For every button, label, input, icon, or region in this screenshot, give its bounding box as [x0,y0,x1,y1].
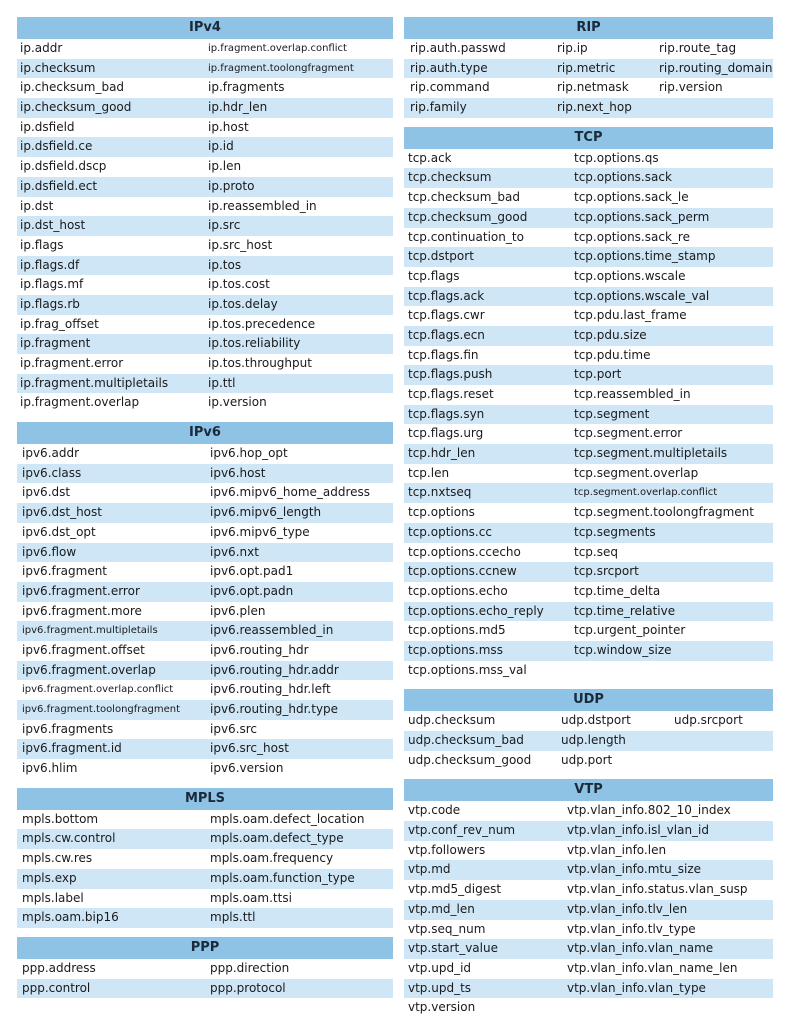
table-title: PPP [17,937,393,959]
field-name: vtp.upd_id [408,960,472,975]
field-name: ip.fragment.toolongfragment [208,62,354,74]
field-name: tcp.continuation_to [408,229,524,244]
table-row [404,621,773,641]
field-name: tcp.options.echo [408,583,508,598]
field-name: vtp.vlan_info.mtu_size [567,862,702,877]
table-row [404,483,773,503]
field-name: vtp.md_len [408,901,475,916]
field-name: tcp.port [574,367,622,382]
table-row [404,208,773,228]
table-row [17,256,393,276]
field-name: tcp.reassembled_in [574,387,691,401]
field-name: tcp.segment.overlap [574,465,699,480]
field-name: ipv6.mipv6_home_address [210,485,371,500]
field-name: rip.auth.passwd [410,41,506,55]
field-name: ppp.control [22,980,91,995]
table-row [404,346,773,366]
field-name: ipv6.plen [210,603,266,618]
field-name: rip.next_hop [557,100,632,115]
field-name: ipv6.fragment.more [22,603,142,618]
table-row [17,444,393,464]
table-row [17,464,393,484]
field-name: tcp.dstport [408,249,474,264]
table-row [404,444,773,464]
table-row [404,247,773,267]
field-name: tcp.flags.push [408,367,493,382]
field-name: ip.flags [20,237,64,252]
table-row [404,920,773,940]
field-name: tcp.flags.ecn [408,327,485,342]
field-name: tcp.options.wscale [574,268,686,283]
table-row [404,821,773,841]
table-row [404,661,773,681]
field-name: mpls.oam.ttsi [210,890,292,905]
table-row [17,700,393,720]
table-row [17,979,393,999]
field-name: ipv6.dst_host [22,505,102,520]
field-name: tcp.flags [408,268,460,283]
table-row [17,216,393,236]
table-row [404,424,773,444]
field-name: ipv6.reassembled_in [210,623,334,638]
table-row [17,334,393,354]
field-name: ipv6.dst_opt [22,524,96,539]
field-name: tcp.segment [574,406,650,421]
field-name: tcp.options.mss_val [408,662,527,677]
table-row [17,543,393,563]
field-name: tcp.nxtseq [408,485,472,500]
field-name: ipv6.class [22,465,82,480]
field-name: tcp.options.cc [408,524,492,539]
field-name: tcp.options.sack_perm [574,209,710,224]
field-name: ip.reassembled_in [208,198,317,213]
left-column [17,17,393,1007]
field-name: tcp.segment.multipletails [574,446,728,461]
field-name: udp.dstport [561,713,631,728]
table-row [404,562,773,582]
table-row [404,880,773,900]
field-name: rip.routing_domain [659,60,773,75]
field-name: vtp.version [408,1000,476,1015]
field-name: tcp.options.md5 [408,623,506,638]
field-name: tcp.options.ccnew [408,564,517,579]
field-name: tcp.options [408,505,475,520]
field-name: ipv6.routing_hdr.addr [210,662,339,677]
table-row [17,849,393,869]
field-name: mpls.oam.defect_type [210,831,344,846]
field-name: ipv6.fragment.overlap.conflict [22,684,174,696]
field-name: ip.dsfield [20,119,75,134]
table-row [404,731,773,751]
field-name: ip.addr [20,41,63,55]
field-name: udp.checksum_bad [408,733,524,747]
field-name: rip.version [659,80,723,95]
field-name: tcp.flags.syn [408,406,485,421]
table-row [17,810,393,830]
field-name: mpls.exp [22,870,77,885]
table-mpls [17,788,393,928]
table-row [404,801,773,821]
field-name: tcp.flags.urg [408,426,484,441]
table-row [404,503,773,523]
table-row [404,959,773,979]
field-name: tcp.pdu.last_frame [574,308,687,323]
table-row [404,188,773,208]
field-name: tcp.pdu.time [574,347,651,362]
field-name: rip.metric [557,60,616,75]
field-name: udp.checksum_good [408,752,532,767]
field-name: tcp.time_delta [574,583,661,598]
table-vtp [404,779,773,1018]
field-name: ip.flags.mf [20,277,84,292]
field-name: vtp.md [408,862,451,877]
field-name: ip.host [208,119,249,134]
field-name: ip.id [208,139,234,154]
table-row [404,841,773,861]
field-name: ip.fragment.overlap.conflict [208,43,347,54]
table-row [17,177,393,197]
table-row [404,228,773,248]
field-name: tcp.options.sack_re [574,229,690,244]
field-name: ipv6.nxt [210,544,259,559]
field-name: ip.ttl [208,375,236,390]
field-name: vtp.followers [408,842,486,857]
field-name: ipv6.mipv6_type [210,524,310,539]
field-name: ipv6.flow [22,544,77,559]
field-name: mpls.bottom [22,811,99,826]
field-name: ip.frag_offset [20,316,99,331]
table-row [404,267,773,287]
field-name: vtp.conf_rev_num [408,823,516,838]
field-name: tcp.flags.reset [408,387,494,401]
table-row [404,168,773,188]
field-name: udp.srcport [674,713,743,728]
field-name: tcp.options.qs [574,150,659,165]
field-name: tcp.segment.overlap.conflict [574,487,718,499]
field-name: ip.dsfield.ce [20,139,93,154]
field-name: vtp.vlan_info.vlan_name_len [567,960,738,975]
table-rip [404,17,773,118]
field-name: ip.dsfield.ect [20,178,98,193]
field-name: mpls.ttl [210,910,256,925]
table-row [404,998,773,1018]
field-name: tcp.options.wscale_val [574,288,710,303]
table-row [404,523,773,543]
field-name: ip.tos [208,257,242,272]
field-name: ip.fragments [208,80,285,95]
table-ipv4 [17,17,393,413]
table-row [404,582,773,602]
table-row [404,979,773,999]
field-name: ipv6.routing_hdr [210,642,309,657]
field-name: ipv6.fragment [22,564,108,579]
field-name: ipv6.opt.padn [210,583,294,598]
table-row [404,287,773,307]
field-name: vtp.vlan_info.tlv_type [567,921,696,936]
field-name: ipv6.hop_opt [210,446,288,461]
table-row [17,354,393,374]
table-title: IPv4 [17,17,393,39]
field-name: mpls.cw.res [22,851,93,866]
table-tcp [404,127,773,681]
field-name: rip.family [410,100,467,115]
table-title: MPLS [17,788,393,810]
field-name: tcp.options.mss [408,642,503,657]
table-row [404,860,773,880]
field-name: ip.fragment.multipletails [20,375,169,390]
table-udp [404,689,773,770]
table-row [17,236,393,256]
field-name: ipv6.fragments [22,721,114,736]
field-name: tcp.segment.error [574,426,683,441]
field-name: tcp.flags.cwr [408,308,485,323]
field-name: ipv6.version [210,761,284,776]
field-name: tcp.options.sack [574,170,672,185]
table-row [404,326,773,346]
field-name: ip.fragment.overlap [20,395,140,410]
table-row [404,306,773,326]
table-row [404,385,773,405]
table-row [17,275,393,295]
field-name: ipv6.dst [22,485,71,500]
field-name: udp.port [561,752,613,767]
table-title: UDP [404,689,773,711]
field-name: rip.auth.type [410,60,488,75]
table-ipv6 [17,422,393,779]
field-name: ipv6.fragment.id [22,741,122,756]
field-name: tcp.srcport [574,564,639,579]
field-name: ipv6.opt.pad1 [210,564,294,579]
field-name: mpls.oam.bip16 [22,910,119,925]
table-row [404,149,773,169]
field-name: ppp.address [22,960,96,975]
table-row [17,889,393,909]
table-row [404,78,773,98]
table-row [17,393,393,413]
field-name: ip.len [208,159,242,174]
table-row [17,641,393,661]
field-name: ip.dsfield.dscp [20,159,107,174]
field-name: tcp.segments [574,524,656,539]
table-row [17,621,393,641]
table-row [17,739,393,759]
table-row [17,503,393,523]
table-row [404,464,773,484]
table-row [17,523,393,543]
field-name: ip.tos.throughput [208,356,312,370]
field-name: tcp.flags.ack [408,288,485,303]
table-row [404,59,773,79]
field-name: ipv6.fragment.overlap [22,662,156,677]
table-row [17,118,393,138]
table-row [17,78,393,98]
field-name: mpls.cw.control [22,831,116,846]
field-name: tcp.options.echo_reply [408,603,544,618]
field-name: tcp.flags.fin [408,347,479,362]
table-row [17,602,393,622]
table-title: IPv6 [17,422,393,444]
field-name: udp.length [561,733,626,747]
table-row [17,98,393,118]
field-name: ip.tos.reliability [208,336,301,351]
field-name: ip.fragment.error [20,356,124,370]
table-row [17,295,393,315]
field-name: ip.version [208,395,267,410]
table-row [404,602,773,622]
field-name: mpls.oam.function_type [210,870,355,885]
field-name: udp.checksum [408,713,496,728]
field-name: ip.tos.delay [208,296,278,311]
field-name: ipv6.fragment.offset [22,642,145,657]
field-name: tcp.segment.toolongfragment [574,505,754,520]
field-name: ipv6.fragment.toolongfragment [22,704,181,715]
field-name: vtp.vlan_info.len [567,842,667,857]
field-name: tcp.urgent_pointer [574,623,686,638]
field-name: rip.netmask [557,80,629,95]
table-row [404,98,773,118]
field-name: ip.src [208,218,241,233]
table-ppp [17,937,393,998]
table-row [17,680,393,700]
field-name: ip.proto [208,178,255,193]
field-name: ip.dst_host [20,218,86,233]
table-row [17,374,393,394]
table-row [17,959,393,979]
table-row [404,405,773,425]
right-column [404,17,773,1027]
table-row [17,759,393,779]
field-name: vtp.vlan_info.tlv_len [567,901,688,916]
field-name: ip.tos.precedence [208,316,316,331]
field-name: tcp.options.sack_le [574,190,689,205]
table-row [17,157,393,177]
field-name: ipv6.routing_hdr.left [210,682,331,697]
table-row [17,720,393,740]
table-title: VTP [404,779,773,801]
table-row [17,315,393,335]
field-name: ip.checksum_good [20,100,132,115]
field-name: vtp.vlan_info.isl_vlan_id [567,823,710,838]
field-name: ipv6.src_host [210,741,289,756]
field-name: ip.fragment [20,336,91,351]
field-name: rip.route_tag [659,41,737,55]
field-name: ip.hdr_len [208,100,268,115]
table-row [17,661,393,681]
table-row [17,59,393,79]
table-row [404,543,773,563]
field-name: ip.flags.rb [20,296,80,311]
table-row [17,582,393,602]
field-name: ip.src_host [208,237,273,252]
table-row [17,562,393,582]
field-name: ipv6.routing_hdr.type [210,702,339,716]
table-row [404,939,773,959]
field-name: ipv6.host [210,465,266,480]
field-name: mpls.label [22,890,84,905]
field-name: ipv6.fragment.error [22,583,140,598]
field-name: rip.ip [557,41,588,55]
table-row [17,483,393,503]
table-row [404,365,773,385]
table-title: RIP [404,17,773,39]
field-name: vtp.code [408,803,461,818]
field-name: vtp.vlan_info.status.vlan_susp [567,882,748,897]
table-row [404,641,773,661]
field-name: vtp.start_value [408,941,498,956]
field-name: ipv6.mipv6_length [210,505,322,520]
field-name: ipv6.hlim [22,761,78,776]
field-name: ip.flags.df [20,257,80,272]
field-name: vtp.upd_ts [408,980,472,995]
field-name: ip.checksum_bad [20,80,125,95]
field-name: tcp.checksum_good [408,209,528,224]
table-row [404,711,773,731]
field-name: tcp.window_size [574,642,672,657]
field-name: vtp.vlan_info.vlan_name [567,941,714,956]
field-name: tcp.options.ccecho [408,544,521,559]
field-name: vtp.vlan_info.vlan_type [567,980,706,995]
table-row [17,869,393,889]
table-row [17,908,393,928]
field-name: tcp.len [408,465,450,480]
field-name: tcp.checksum_bad [408,190,521,205]
table-title: TCP [404,127,773,149]
field-name: tcp.ack [408,150,452,165]
field-name: ip.tos.cost [208,277,270,292]
field-name: ipv6.src [210,721,258,736]
field-name: tcp.pdu.size [574,327,647,342]
field-name: ipv6.addr [22,446,80,461]
table-row [404,900,773,920]
field-name: tcp.time_relative [574,603,676,618]
field-name: ipv6.fragment.multipletails [22,625,158,637]
field-name: vtp.md5_digest [408,882,502,897]
field-name: tcp.seq [574,544,618,559]
table-row [17,829,393,849]
table-row [17,197,393,217]
field-name: tcp.checksum [408,170,492,185]
field-name: ppp.direction [210,960,290,975]
field-name: ip.checksum [20,60,96,75]
field-name: mpls.oam.frequency [210,851,334,866]
table-row [404,751,773,771]
field-name: ip.dst [20,198,54,213]
table-row [17,137,393,157]
field-name: tcp.hdr_len [408,446,476,461]
field-name: tcp.options.time_stamp [574,249,716,264]
field-name: vtp.seq_num [408,921,486,936]
table-row [404,39,773,59]
field-name: vtp.vlan_info.802_10_index [567,803,731,818]
field-name: ppp.protocol [210,980,286,995]
field-name: mpls.oam.defect_location [210,811,365,826]
field-name: rip.command [410,80,490,95]
table-row [17,39,393,59]
